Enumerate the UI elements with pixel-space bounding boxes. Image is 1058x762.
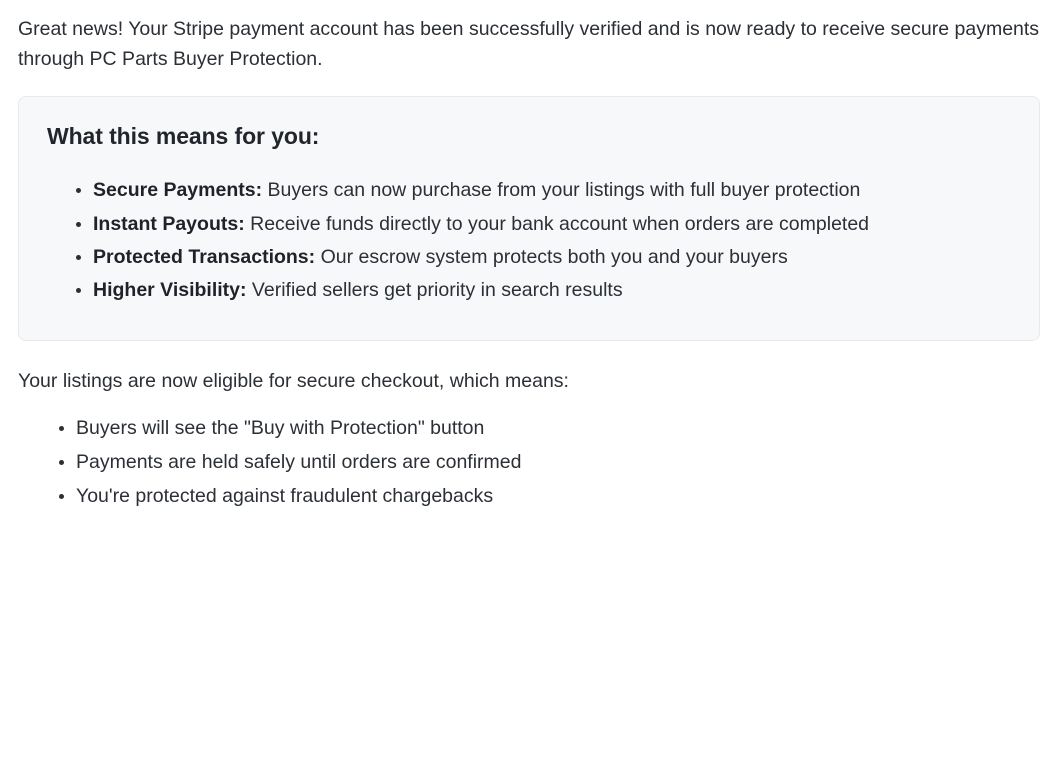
what-this-means-callout: [18, 96, 1040, 340]
list-item: • Buyers will see the "Buy with Protection" button: [76, 414, 1040, 442]
list-item: [93, 176, 1011, 204]
benefit-label: Higher Visibility:: [93, 279, 247, 302]
list-item: • Payments are held safely until orders are confirmed: [76, 448, 1040, 476]
list-item: [93, 243, 1011, 271]
benefit-text: Verified sellers get priority in search results: [246, 279, 623, 302]
benefit-label: Protected Transactions:: [93, 245, 316, 268]
benefit-text: Receive funds directly to your bank account when orders are completed: [244, 212, 870, 235]
callout-title: What this means for you:: [47, 123, 320, 150]
benefit-text: Buyers can now purchase from your listings with full buyer protection: [262, 179, 861, 202]
list-item: • You're protected against fraudulent chargebacks: [76, 482, 1040, 510]
benefit-label: Secure Payments:: [93, 179, 263, 202]
intro-paragraph: Great news! Your Stripe payment account has been successfully verified and is now ready to receive secure payments through PC Parts Buyer Protection.: [18, 18, 1040, 71]
benefits-list: [47, 176, 1011, 304]
eligibility-list: [18, 414, 1040, 511]
list-item: [93, 210, 1011, 238]
eligibility-lead: Your listings are now eligible for secure checkout, which means:: [18, 369, 569, 392]
list-item: [93, 276, 1011, 304]
benefit-label: Instant Payouts:: [93, 212, 245, 235]
benefit-text: Our escrow system protects both you and your buyers: [315, 245, 788, 268]
